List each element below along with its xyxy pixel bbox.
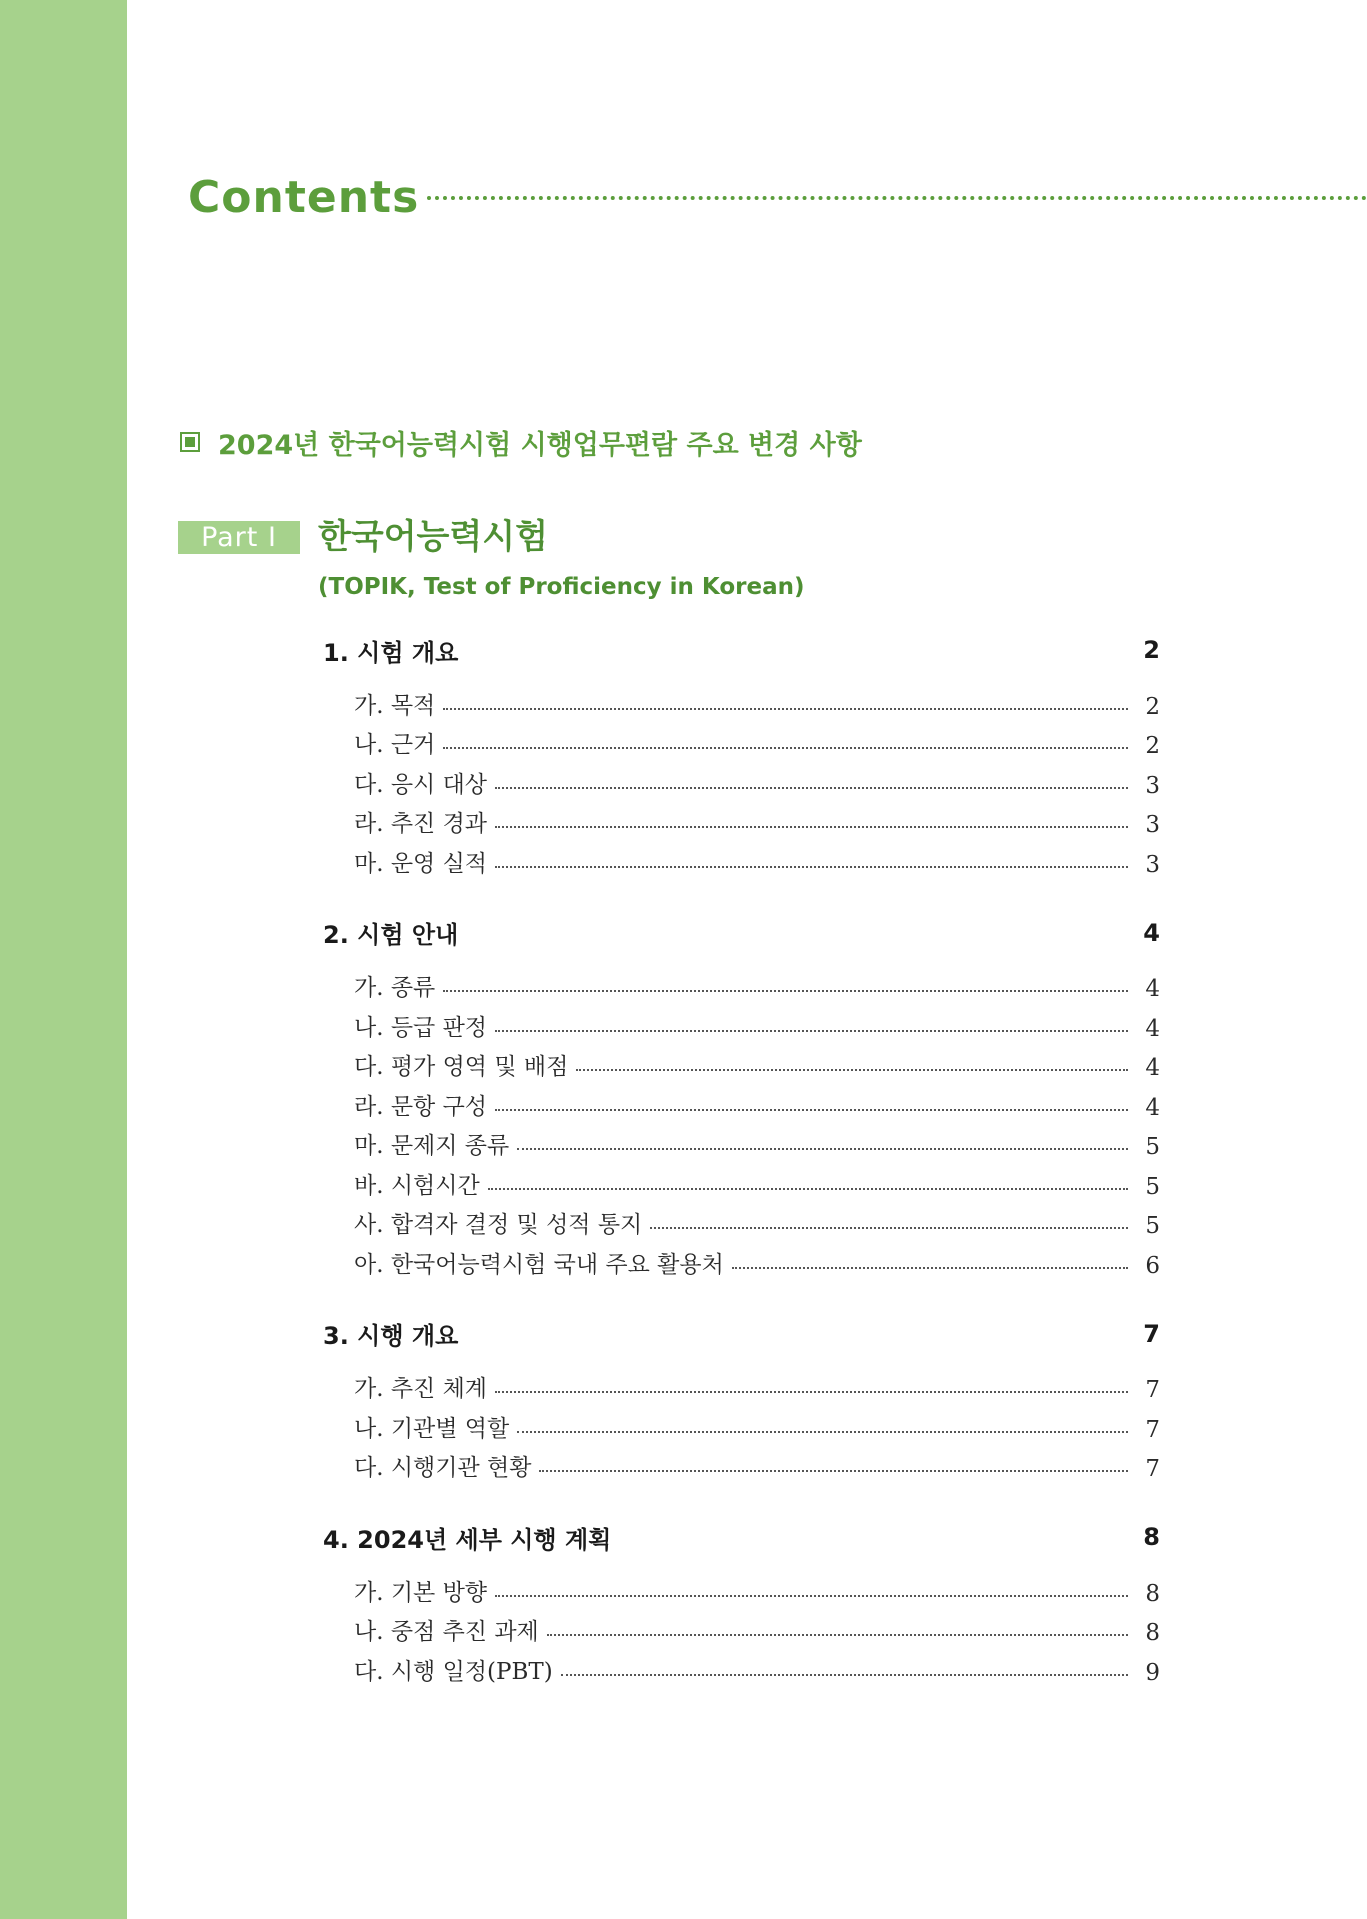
- entry-label: 나. 등급 판정: [354, 1014, 488, 1041]
- entry-label: 다. 평가 영역 및 배점: [354, 1054, 569, 1080]
- entry-label: 가. 추진 체계: [354, 1376, 488, 1402]
- section-title: 1. 시험 개요: [323, 638, 459, 667]
- entry-page-number: 7: [1145, 1456, 1160, 1482]
- toc-entry[interactable]: [323, 1646, 1160, 1686]
- section-title: 4. 2024년 세부 시행 계획: [323, 1525, 612, 1554]
- entry-page-number: 3: [1145, 772, 1160, 799]
- dot-leader: [495, 1391, 1128, 1393]
- entry-page-number: 5: [1145, 1173, 1160, 1200]
- part-title: 한국어능력시험: [318, 517, 548, 557]
- entry-label: 다. 응시 대상: [354, 771, 488, 798]
- entry-label: 마. 문제지 종류: [354, 1133, 510, 1159]
- entry-label: 바. 시험시간: [354, 1172, 480, 1199]
- page-title: Contents: [188, 172, 420, 223]
- toc-entry[interactable]: [323, 1403, 1160, 1443]
- toc-entry[interactable]: [323, 799, 1160, 839]
- toc-section-heading[interactable]: [323, 1314, 1160, 1354]
- entry-page-number: 8: [1145, 1620, 1160, 1646]
- toc-entry[interactable]: [323, 1239, 1160, 1279]
- dot-leader: [539, 1470, 1128, 1472]
- toc-section-heading[interactable]: [323, 630, 1160, 670]
- section-page-number: 8: [1143, 1523, 1160, 1551]
- entry-page-number: 9: [1145, 1659, 1160, 1686]
- entry-page-number: 6: [1145, 1252, 1160, 1279]
- title-dotted-rule: [427, 196, 1367, 200]
- entry-page-number: 5: [1145, 1213, 1160, 1239]
- toc-entry[interactable]: [323, 759, 1160, 799]
- square-bullet-icon: [180, 432, 200, 452]
- toc-entry[interactable]: [323, 1121, 1160, 1161]
- entry-label: 나. 기관별 역할: [354, 1415, 510, 1442]
- entry-label: 아. 한국어능력시험 국내 주요 활용처: [354, 1251, 724, 1278]
- toc-section: [323, 913, 1160, 1279]
- section-title: 3. 시행 개요: [323, 1322, 459, 1350]
- toc-section: [323, 1314, 1160, 1483]
- dot-leader: [495, 787, 1128, 789]
- toc-entry[interactable]: [323, 1002, 1160, 1042]
- toc-entry[interactable]: [323, 1042, 1160, 1082]
- entry-label: 다. 시행 일정(PBT): [354, 1658, 553, 1685]
- dot-leader: [488, 1188, 1128, 1190]
- entry-page-number: 3: [1145, 812, 1160, 838]
- toc-entry[interactable]: [323, 1567, 1160, 1607]
- dot-leader: [495, 1595, 1128, 1597]
- entry-label: 가. 종류: [354, 975, 436, 1001]
- section-page-number: 7: [1143, 1319, 1160, 1348]
- toc-entry[interactable]: [323, 1607, 1160, 1647]
- entry-page-number: 7: [1145, 1377, 1160, 1403]
- toc-entry[interactable]: [323, 963, 1160, 1003]
- entry-page-number: 2: [1145, 693, 1160, 720]
- notice-text: 2024년 한국어능력시험 시행업무편람 주요 변경 사항: [218, 429, 862, 461]
- toc-section: [323, 1517, 1160, 1686]
- section-title: 2. 시험 안내: [323, 921, 459, 949]
- entry-page-number: 8: [1145, 1580, 1160, 1607]
- dot-leader: [517, 1148, 1128, 1150]
- entry-label: 나. 중점 추진 과제: [354, 1619, 539, 1645]
- entry-label: 마. 운영 실적: [354, 850, 488, 877]
- side-color-band: [0, 0, 127, 1919]
- toc-section-heading[interactable]: [323, 1517, 1160, 1557]
- entry-page-number: 3: [1145, 851, 1160, 878]
- dot-leader: [443, 990, 1128, 992]
- toc-section: [323, 630, 1160, 878]
- toc-entry[interactable]: [323, 1200, 1160, 1240]
- entry-label: 사. 합격자 결정 및 성적 통지: [354, 1212, 643, 1238]
- toc-entry[interactable]: [323, 720, 1160, 760]
- part-badge: Part Ⅰ: [178, 521, 300, 554]
- entry-label: 나. 근거: [354, 732, 436, 758]
- dot-leader: [517, 1431, 1128, 1433]
- entry-page-number: 7: [1145, 1416, 1160, 1443]
- entry-label: 라. 문항 구성: [354, 1093, 488, 1120]
- dot-leader: [561, 1674, 1128, 1676]
- dot-leader: [495, 1109, 1128, 1111]
- dot-leader: [495, 866, 1128, 868]
- part-subtitle: (TOPIK, Test of Proficiency in Korean): [318, 574, 805, 600]
- dot-leader: [443, 708, 1128, 710]
- section-page-number: 2: [1143, 636, 1160, 664]
- dot-leader: [443, 747, 1128, 749]
- dot-leader: [495, 826, 1128, 828]
- entry-label: 가. 목적: [354, 692, 436, 719]
- dot-leader: [732, 1267, 1128, 1269]
- notice-line[interactable]: [180, 422, 862, 462]
- toc-entry[interactable]: [323, 1160, 1160, 1200]
- entry-page-number: 4: [1145, 1015, 1160, 1042]
- toc-entry[interactable]: [323, 1443, 1160, 1483]
- entry-label: 다. 시행기관 현황: [354, 1455, 532, 1481]
- toc-section-heading[interactable]: [323, 913, 1160, 953]
- entry-page-number: 2: [1145, 733, 1160, 759]
- entry-page-number: 4: [1145, 1094, 1160, 1121]
- entry-page-number: 5: [1145, 1134, 1160, 1160]
- entry-label: 라. 추진 경과: [354, 811, 488, 837]
- entry-page-number: 4: [1145, 976, 1160, 1002]
- entry-label: 가. 기본 방향: [354, 1579, 488, 1606]
- dot-leader: [495, 1030, 1128, 1032]
- dot-leader: [576, 1069, 1128, 1071]
- toc-entry[interactable]: [323, 680, 1160, 720]
- dot-leader: [650, 1227, 1128, 1229]
- table-of-contents: [323, 630, 1160, 1721]
- section-page-number: 4: [1143, 918, 1160, 947]
- dot-leader: [547, 1634, 1128, 1636]
- toc-entry[interactable]: [323, 1081, 1160, 1121]
- toc-entry[interactable]: [323, 838, 1160, 878]
- toc-entry[interactable]: [323, 1364, 1160, 1404]
- entry-page-number: 4: [1145, 1055, 1160, 1081]
